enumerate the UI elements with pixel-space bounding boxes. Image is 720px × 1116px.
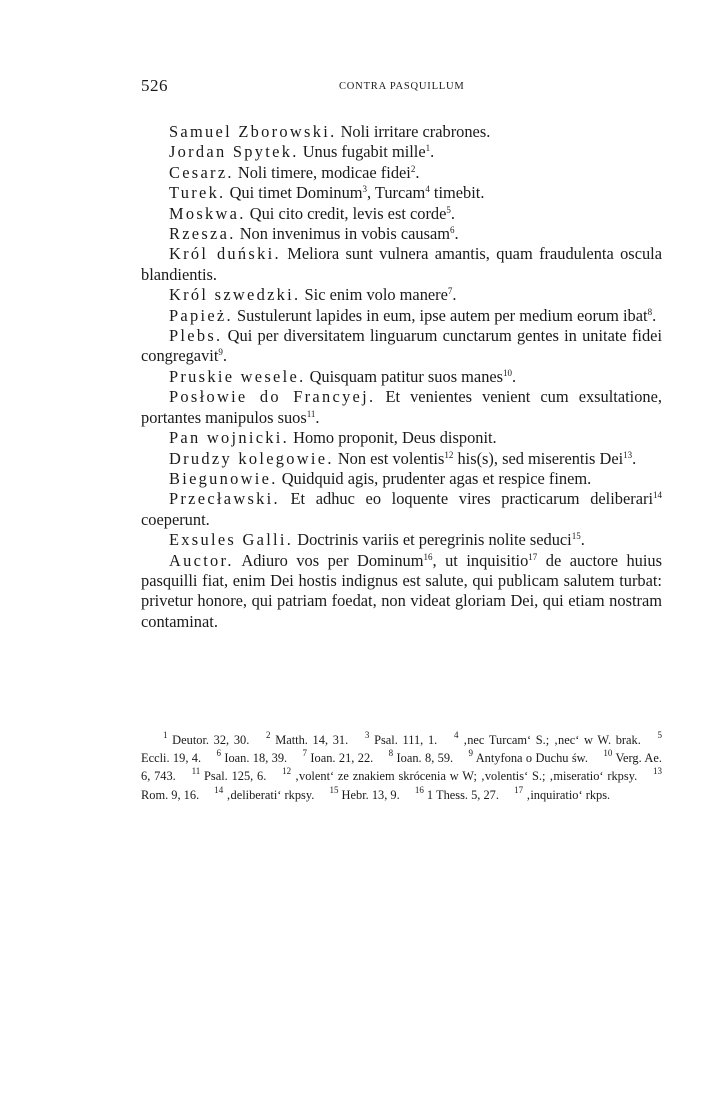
footnote-text: Hebr. 13, 9. [338,787,400,802]
motto-text-cont: . [512,366,517,386]
speaker-name: Król duński. [169,244,281,264]
footnote [216,748,288,766]
motto-text: Quisquam patitur suos manes [305,366,504,386]
motto-text: Non invenimus in vobis causam [235,224,451,244]
motto-text-cont: . [454,224,459,244]
footnote-text: Eccli. 19, 4. [141,751,202,766]
footnote-ref: 2 [410,163,416,174]
entry [141,551,662,633]
footnote [191,766,267,784]
footnote-ref: 17 [528,551,538,562]
motto-text: Et adhuc eo loquente vires practicarum deliberari [279,489,653,509]
entry [141,428,662,448]
footnote-number: 9 [468,748,474,759]
entry [141,469,662,489]
entry [141,306,662,326]
footnote-text: Ioan. 18, 39. [220,751,288,766]
entry [141,449,662,469]
entry [141,387,662,428]
footnote [453,730,641,747]
speaker-name: Cesarz. [169,162,234,182]
footnote-text: Ioan. 8, 59. [393,751,454,766]
speaker-name: Exsules Galli. [169,530,294,550]
footnote [414,784,499,802]
motto-text-cont: . [652,305,657,325]
footnote-number: 6 [216,748,221,759]
motto-text: Sustulerunt lapides in eum, ipse autem per medium eorum ibat [232,305,648,325]
speaker-name: Król szwedzki. [169,285,301,305]
entry [141,285,662,305]
motto-text: Doctrinis variis et peregrinis nolite seduci [293,530,572,550]
speaker-name: Papież. [169,305,233,325]
footnote-ref: 9 [218,347,223,358]
entry [141,163,662,183]
footnote [364,730,438,747]
footnote-number: 17 [514,784,524,795]
footnote [329,784,400,802]
footnote-number: 12 [282,766,292,777]
speaker-name: Pruskie wesele. [169,366,306,386]
motto-text: Meliora sunt vulnera amantis, quam fraudulenta oscula blandientis. [141,244,662,284]
motto-text: Noli irritare crabrones. [336,122,491,141]
footnote-text: Deutor. 32, 30. [167,733,250,747]
footnote [468,748,588,766]
footnote-ref: 4 [425,184,430,195]
footnote-ref: 5 [446,204,451,215]
motto-text: Quidquid agis, prudenter agas et respice finem. [277,468,592,488]
footnote-number: 3 [364,730,370,740]
footnote-number: 15 [329,784,339,795]
motto-text-cont: . [632,448,637,468]
footnote-number: 1 [163,730,168,740]
motto-text-cont: . [430,142,435,162]
motto-text: Qui timet Dominum [225,183,363,203]
footnote [302,748,374,766]
entry [141,326,662,367]
motto-text: Non est volentis [333,448,445,468]
footnote-number: 16 [414,784,424,795]
footnote-number: 11 [191,766,201,777]
motto-text-cont: , Turcam [367,183,426,203]
footnote-ref: 15 [571,531,581,542]
main-text [141,122,662,632]
footnote-text: Rom. 9, 16. [141,787,200,802]
footnote-text: ‚volent‘ ze znakiem skrócenia w W; ‚volentis‘ S.; ‚miseratio‘ rkpsy. [291,769,638,784]
footnote-number: 13 [652,766,662,777]
footnote-ref: 8 [647,306,653,317]
footnote [388,748,454,766]
speaker-name: Drudzy kolegowie. [169,448,334,468]
motto-text: Adiuro vos per Dominum [233,550,424,570]
footnote-ref: 14 [653,490,662,501]
footnote-number: 10 [603,748,613,759]
footnote [514,784,611,802]
footnote-ref: 7 [447,286,453,297]
footnote-ref: 10 [503,367,513,378]
footnote-ref: 16 [423,551,433,562]
speaker-name: Pan wojnicki. [169,428,290,448]
motto-text-cont: . [580,530,585,550]
entry [141,367,662,387]
footnote [266,730,349,747]
speaker-name: Jordan Spytek. [169,142,299,162]
footnote-number: 4 [453,730,459,740]
motto-text-cont: . [452,285,457,305]
speaker-name: Auctor. [169,550,234,570]
footnote-text: Antyfona o Duchu św. [473,751,588,766]
motto-text-cont: coeperunt. [141,509,210,529]
entry [141,183,662,203]
footnote-text: ‚nec Turcam‘ S.; ‚nec‘ w W. brak. [458,733,641,747]
footnote-ref: 12 [444,449,454,460]
footnote-text: Matth. 14, 31. [270,733,349,747]
footnote-number: 2 [266,730,271,740]
entry [141,122,662,142]
footnote-text: 1 Thess. 5, 27. [423,787,499,802]
motto-text-cont: timebit. [429,183,485,203]
motto-text: Qui cito credit, levis est corde [245,203,447,223]
motto-text-cont: . [415,162,420,182]
motto-text-cont: . [222,346,227,366]
motto-text-cont: his(s), sed miserentis Dei [453,448,624,468]
motto-text: Unus fugabit mille [298,142,426,162]
speaker-name: Biegunowie. [169,468,278,488]
footnote-text: Ioan. 21, 22. [307,751,374,766]
entry [141,530,662,550]
footnote-text: ‚inquiratio‘ rkps. [523,787,611,802]
page-header [141,76,665,100]
footnote [282,766,638,784]
page-number: 526 [141,76,168,95]
motto-text: Qui per diversitatem linguarum cunctarum gentes in unitate fidei congregavit [141,326,662,366]
motto-text: Sic enim volo manere [300,285,448,305]
footnote-number: 5 [657,730,663,740]
footnote-ref: 6 [450,225,455,236]
speaker-name: Plebs. [169,326,223,346]
running-title: CONTRA PASQUILLUM [339,81,465,92]
motto-text: Et venientes venient cum exsultatione, portantes manipulos suos [141,387,662,427]
motto-text: Noli timere, modicae fidei [233,162,411,182]
speaker-name: Samuel Zborowski. [169,122,337,141]
footnote-number: 14 [214,784,224,795]
footnote-ref: 1 [425,143,431,154]
footnote-text: Psal. 125, 6. [200,769,267,784]
motto-text-cont: de auctore huius pasquilli fiat, enim Dei hostis indignus est salute, qui publicam salutem turbat: privetur honore, qui patriam foedat, non videat gloriam Dei, qui etiam nostram contaminat. [141,550,663,631]
speaker-name: Turek. [169,183,226,203]
footnote [163,730,250,747]
footnote-text: ‚deliberati‘ rkpsy. [223,787,315,802]
footnote-text: Verg. Ae. 6, 743. [141,751,662,784]
speaker-name: Moskwa. [169,203,246,223]
entry [141,224,662,244]
speaker-name: Przecławski. [169,489,280,509]
entry [141,204,662,224]
motto-text-cont: . [450,203,455,223]
motto-text-cont: , ut inquisitio [432,550,529,570]
footnote-block [141,731,662,804]
footnote-ref: 11 [306,408,316,419]
entry [141,142,662,162]
footnote-ref: 13 [623,449,633,460]
footnotes [141,731,662,804]
footnote-number: 7 [302,748,308,759]
footnote-text: Psal. 111, 1. [369,733,438,747]
footnote-ref: 3 [362,184,368,195]
speaker-name: Rzesza. [169,224,236,244]
footnote-number: 8 [388,748,394,759]
motto-text-cont: . [315,407,320,427]
footnote [214,784,315,802]
speaker-name: Posłowie do Francyej. [169,387,376,407]
entry [141,489,662,530]
motto-text: Homo proponit, Deus disponit. [289,428,497,448]
entry [141,244,662,285]
